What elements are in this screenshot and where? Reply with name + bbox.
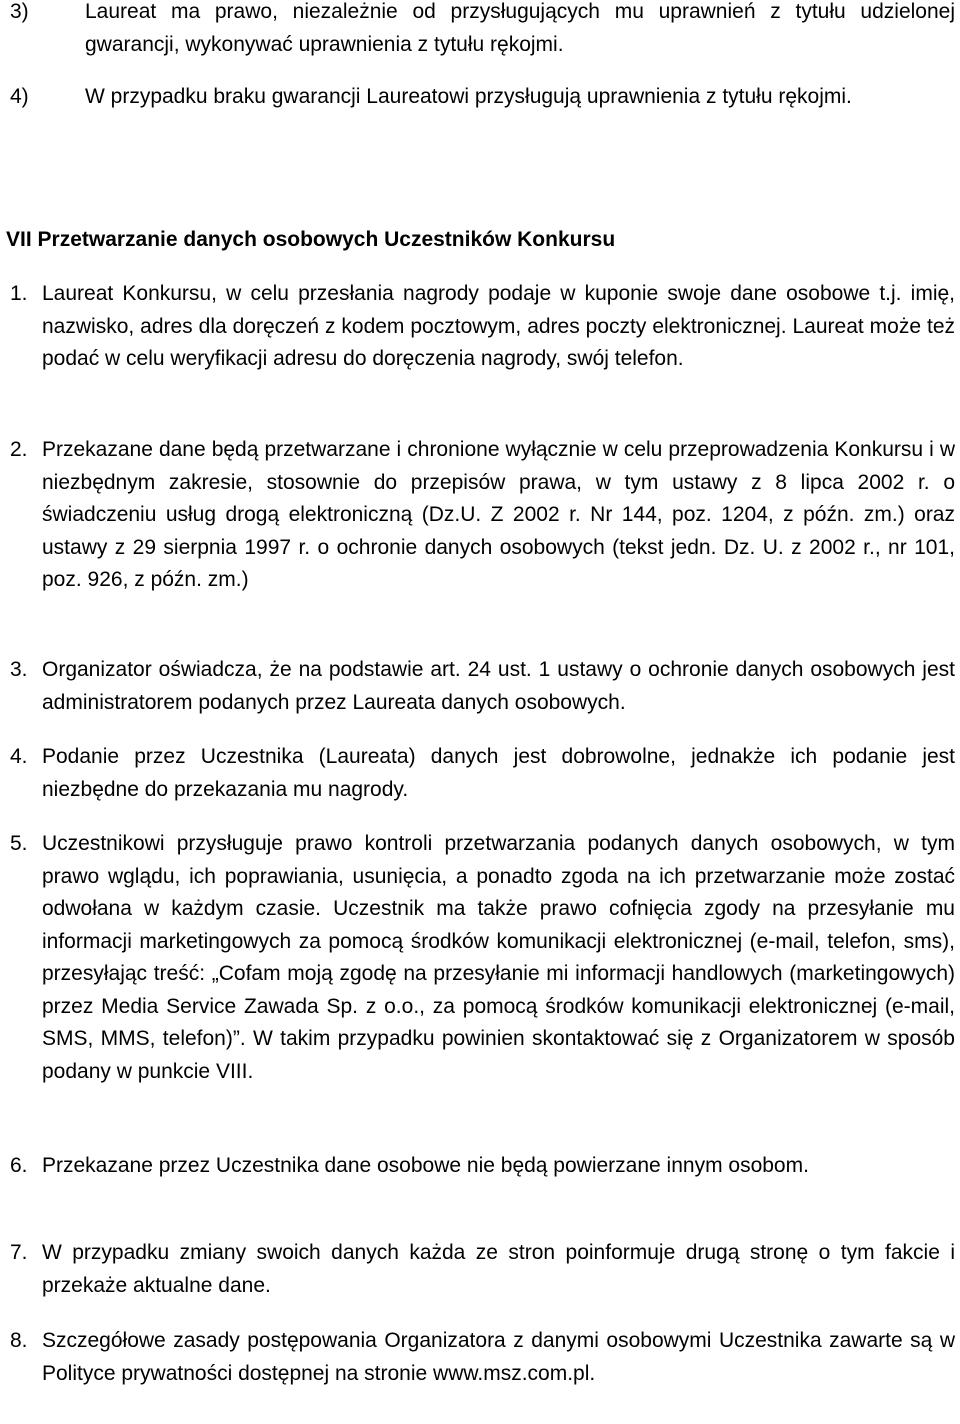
item-number: 5. bbox=[10, 832, 28, 855]
item-number: 4) bbox=[10, 85, 29, 108]
list-item-vii-4 bbox=[10, 741, 955, 806]
item-number: 2. bbox=[10, 438, 28, 461]
list-item-vii-5 bbox=[10, 828, 955, 1088]
item-number: 1. bbox=[10, 282, 28, 305]
item-text: Podanie przez Uczestnika (Laureata) danych jest dobrowolne, jednakże ich podanie jest niezbędne do przekazania mu nagrody. bbox=[42, 745, 955, 801]
item-text: Laureat Konkursu, w celu przesłania nagrody podaje w kuponie swoje dane osobowe t.j. imię, nazwisko, adres dla doręczeń z kodem pocztowym, adres poczty elektronicznej. Laureat może też podać w celu weryfikacji adresu do doręczenia nagrody, swój telefon. bbox=[42, 282, 955, 370]
item-text: Organizator oświadcza, że na podstawie art. 24 ust. 1 ustawy o ochronie danych osobowych jest administratorem podanych przez Laureata danych osobowych. bbox=[42, 658, 955, 714]
list-item-vii-6 bbox=[10, 1150, 955, 1183]
list-item-vii-2 bbox=[10, 434, 955, 597]
item-number: 6. bbox=[10, 1154, 28, 1177]
item-number: 4. bbox=[10, 745, 28, 768]
list-item-vii-1 bbox=[10, 278, 955, 376]
item-number: 3) bbox=[10, 0, 29, 23]
item-text: Przekazane dane będą przetwarzane i chronione wyłącznie w celu przeprowadzenia Konkursu i w niezbędnym zakresie, stosownie do przepisów prawa, w tym ustawy z 8 lipca 2002 r. o świadczeniu usług drogą elektroniczną (Dz.U. Z 2002 r. Nr 144, poz. 1204, z późn. zm.) oraz ustawy z 29 sierpnia 1997 r. o ochronie danych osobowych (tekst jedn. Dz. U. z 2002 r., nr 101, poz. 926, z późn. zm.) bbox=[42, 438, 955, 591]
list-item-vi-3 bbox=[10, 0, 955, 61]
list-item-vii-8 bbox=[10, 1325, 955, 1390]
item-text: W przypadku braku gwarancji Laureatowi przysługują uprawnienia z tytułu rękojmi. bbox=[85, 85, 852, 108]
item-text: Szczegółowe zasady postępowania Organizatora z danymi osobowymi Uczestnika zawarte są w Polityce prywatności dostępnej na stronie www.msz.com.pl. bbox=[42, 1329, 955, 1385]
list-item-vi-4 bbox=[10, 81, 955, 114]
list-item-vii-3 bbox=[10, 654, 955, 719]
item-number: 3. bbox=[10, 658, 28, 681]
item-number: 7. bbox=[10, 1241, 28, 1264]
item-text: Uczestnikowi przysługuje prawo kontroli przetwarzania podanych danych osobowych, w tym prawo wglądu, ich poprawiania, usunięcia, a ponadto zgoda na ich przetwarzanie może zostać odwołana w każdym czasie. Uczestnik ma także prawo cofnięcia zgody na przesyłanie mu informacji marketingowych za pomocą środków komunikacji elektronicznej (e-mail, telefon, sms), przesyłając treść: „Cofam moją zgodę na przesyłanie mi informacji handlowych (marketingowych) przez Media Service Zawada Sp. z o.o., za pomocą środków komunikacji elektronicznej (e-mail, SMS, MMS, telefon)”. W takim przypadku powinien skontaktować się z Organizatorem w sposób podany w punkcie VIII. bbox=[42, 832, 955, 1083]
item-text: W przypadku zmiany swoich danych każda ze stron poinformuje drugą stronę o tym fakcie i przekaże aktualne dane. bbox=[42, 1241, 955, 1297]
section-heading: VII Przetwarzanie danych osobowych Uczestników Konkursu bbox=[6, 228, 616, 251]
item-text: Laureat ma prawo, niezależnie od przysługujących mu uprawnień z tytułu udzielonej gwarancji, wykonywać uprawnienia z tytułu rękojmi. bbox=[85, 0, 955, 56]
list-item-vii-7 bbox=[10, 1237, 955, 1302]
item-number: 8. bbox=[10, 1329, 28, 1352]
item-text: Przekazane przez Uczestnika dane osobowe nie będą powierzane innym osobom. bbox=[42, 1154, 809, 1177]
